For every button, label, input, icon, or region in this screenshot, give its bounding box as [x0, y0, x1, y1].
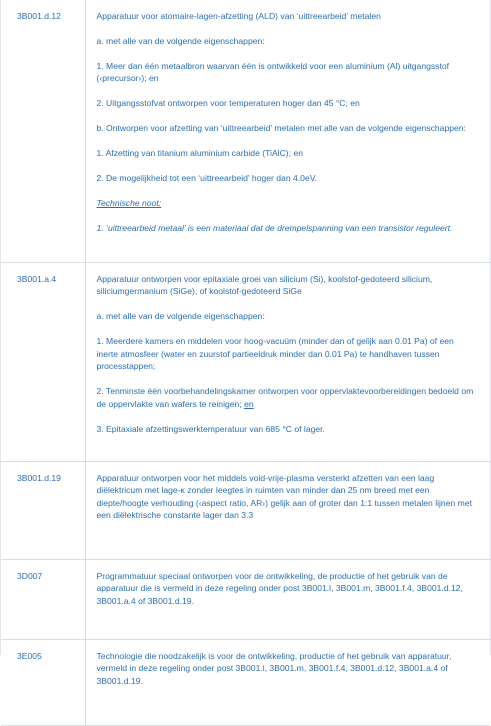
description-paragraph: Technologie die noodzakelijk is voor de ontwikkeling, productie of het gebruik van apparatuur, vermeld in deze regeling onder post 3B001.l, 3B001.m, 3B001.f.4, 3B001.d.12, 3B001.a.4 of 3B001.d.19. — [96, 651, 452, 686]
table-row — [1, 0, 490, 263]
description-paragraph: Apparatuur ontworpen voor het middels void-vrije-plasma versterkt afzetten van een laag diëlektricum met lage-κ zonder leegtes in ruimten van minder dan 25 nm breed met een diepte/hoogte verhouding (‹aspect ratio, AR›) gelijk aan of groter dan 1:1 tussen metalen lijnen met een diëlektrische constante lager dan 3.3 — [96, 473, 472, 521]
description-paragraph: 1. Meerdere kamers en middelen voor hoog-vacuüm (minder dan of gelijk aan 0.01 Pa) of een inerte atmosfeer (water en zuurstof partieeldruk minder dan 0.01 Pa) te handhaven tussen processtappen; — [96, 336, 454, 372]
underlined-conjunction: en — [244, 398, 254, 409]
description-paragraph: Programmatuur speciaal ontworpen voor de ontwikkeling, de productie of het gebruik van de apparatuur die is vermeld in deze regeling onder post 3B001.l, 3B001.m, 3B001.f.4, 3B001.d.12, 3B001.a.4 of 3B001.d.19. — [96, 571, 463, 606]
item-code: 3B001.d.12 — [1, 0, 85, 263]
item-description — [85, 560, 490, 640]
description-paragraph: 3. Epitaxiale afzettingswerktemperatuur van 685 °C of lager. — [96, 423, 325, 434]
table-row — [1, 560, 490, 640]
item-description — [85, 263, 490, 462]
description-paragraph: 1. Afzetting van titanium aluminium carbide (TiAlC); en — [96, 148, 303, 159]
table-row — [1, 263, 490, 462]
description-paragraph: b. Ontworpen voor afzetting van ‘uittreearbeid’ metalen met alle van de volgende eigenschappen: — [96, 123, 466, 134]
item-description — [85, 462, 490, 560]
item-code: 3E005 — [1, 640, 85, 726]
description-paragraph: 1. Meer dan één metaalbron waarvan één is ontwikkeld voor een aluminium (Al) uitgangsstof (‹precursor›); en — [96, 61, 450, 84]
item-code: 3B001.d.19 — [1, 462, 85, 560]
item-description — [85, 0, 490, 263]
item-code: 3D007 — [1, 560, 85, 640]
description-paragraph — [97, 385, 477, 410]
description-paragraph: 2. Uitgangsstofvat ontworpen voor temperaturen hoger dan 45 °C; en — [96, 98, 360, 109]
table-row — [1, 640, 490, 726]
item-code: 3B001.a.4 — [1, 263, 85, 462]
description-paragraph: Apparatuur voor atomaire-lagen-afzetting (ALD) van ‘uittreearbeid’ metalen — [96, 11, 381, 21]
regulation-table — [1, 0, 490, 726]
description-paragraph: Apparatuur ontworpen voor epitaxiale groei van silicium (Si), koolstof-gedoteerd silicium, siliciumgermanium (SiGe), of koolstof-gedoteerd SiGe — [96, 274, 433, 297]
paragraph-text: 2. Tenminste één voorbehandelingskamer ontworpen voor oppervlaktevoorbereidingen bedoeld om de oppervlakte van wafers te reinigen; — [96, 386, 474, 409]
technical-note-title: Technische noot: — [96, 198, 162, 209]
table-row — [1, 462, 490, 560]
item-description — [85, 640, 490, 726]
technical-note-text: 1. ‘uittreearbeid metaal’ is een materiaal dat de drempelspanning van een transistor reguleert. — [96, 223, 453, 234]
description-paragraph: a. met alle van de volgende eigenschappen: — [96, 311, 265, 322]
description-paragraph: 2. De mogelijkheid tot een ‘uittreearbeid’ hoger dan 4.0eV. — [96, 173, 318, 184]
description-paragraph: a. met alle van de volgende eigenschappen: — [96, 36, 265, 46]
